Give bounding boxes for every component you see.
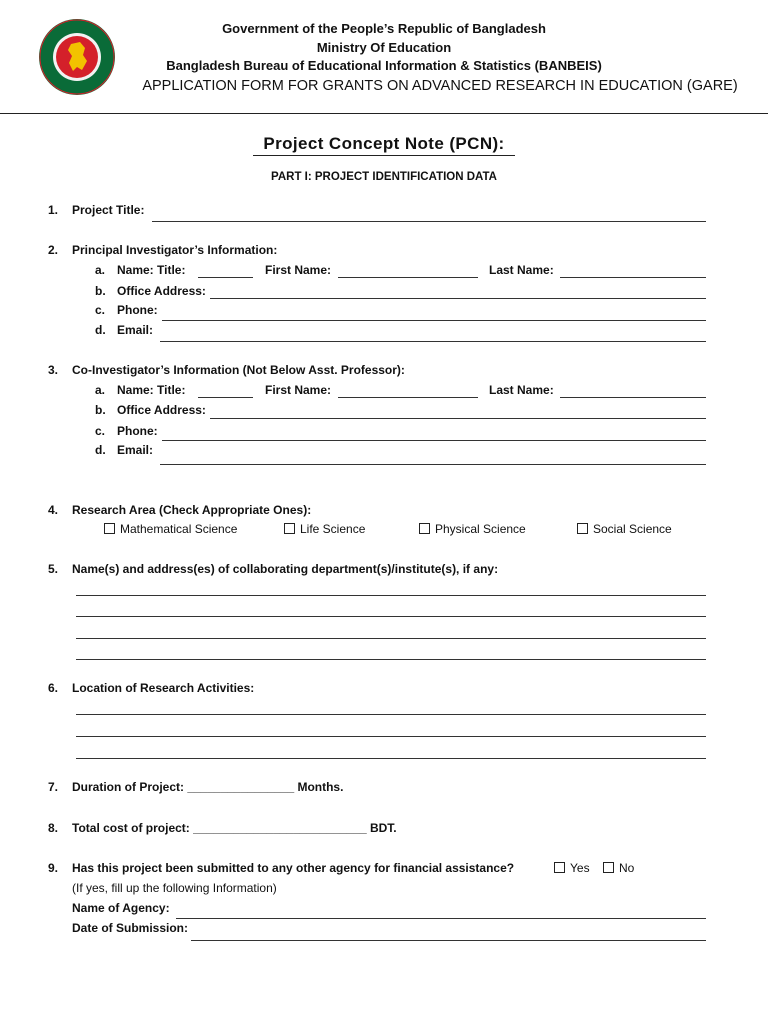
q5-line-1[interactable] xyxy=(76,595,706,596)
q6-line-2[interactable] xyxy=(76,736,706,737)
q3-phone-label: Phone: xyxy=(117,424,158,438)
q5-line-3[interactable] xyxy=(76,638,706,639)
q8-cost-field[interactable]: Total cost of project: __________________________ BDT. xyxy=(72,821,397,835)
q3-d-letter: d. xyxy=(95,443,106,457)
q2-name-title-label: Name: Title: xyxy=(117,263,186,277)
q9-agency-label: Name of Agency: xyxy=(72,901,170,915)
q2-b-letter: b. xyxy=(95,284,106,298)
q6-line-1[interactable] xyxy=(76,714,706,715)
q2-email-field[interactable] xyxy=(160,341,706,342)
header-form-title: APPLICATION FORM FOR GRANTS ON ADVANCED RESEARCH IN EDUCATION (GARE) xyxy=(142,78,738,94)
q3-b-letter: b. xyxy=(95,403,106,417)
document-title: Project Concept Note (PCN): xyxy=(263,134,505,153)
q2-phone-label: Phone: xyxy=(117,303,158,317)
q3-first-name-label: First Name: xyxy=(265,383,332,397)
q3-title-field[interactable] xyxy=(198,397,253,398)
q3-label: Co-Investigator’s Information (Not Below Asst. Professor): xyxy=(72,363,405,377)
q3-a-letter: a. xyxy=(95,383,106,397)
checkbox-life-science[interactable]: Life Science xyxy=(284,522,365,536)
q6-line-3[interactable] xyxy=(76,758,706,759)
q2-c-letter: c. xyxy=(95,303,106,317)
q3-name-title-label: Name: Title: xyxy=(117,383,186,397)
q2-number: 2. xyxy=(48,243,59,257)
q9-label: Has this project been submitted to any other agency for financial assistance? xyxy=(72,861,515,875)
checkbox-yes[interactable]: Yes xyxy=(554,861,590,875)
checkbox-icon xyxy=(577,523,588,534)
header-ministry: Ministry Of Education xyxy=(316,40,452,55)
part-heading: PART I: PROJECT IDENTIFICATION DATA xyxy=(271,171,497,183)
checkbox-no[interactable]: No xyxy=(603,861,634,875)
q5-label: Name(s) and address(es) of collaborating department(s)/institute(s), if any: xyxy=(72,562,499,576)
q9-date-field[interactable] xyxy=(191,940,706,941)
q4-number: 4. xyxy=(48,503,59,517)
q3-last-name-label: Last Name: xyxy=(489,383,554,397)
q4-label: Research Area (Check Appropriate Ones): xyxy=(72,503,312,517)
q7-duration-field[interactable]: Duration of Project: ________________ Months. xyxy=(72,780,344,794)
q5-number: 5. xyxy=(48,562,59,576)
q3-office-field[interactable] xyxy=(210,418,706,419)
checkbox-icon xyxy=(554,862,565,873)
checkbox-icon xyxy=(603,862,614,873)
q3-first-name-field[interactable] xyxy=(338,397,478,398)
q3-phone-field[interactable] xyxy=(162,440,706,441)
checkbox-icon xyxy=(419,523,430,534)
q2-last-name-field[interactable] xyxy=(560,277,706,278)
q3-office-label: Office Address: xyxy=(117,403,206,417)
q8-number: 8. xyxy=(48,821,59,835)
q6-label: Location of Research Activities: xyxy=(72,681,255,695)
q5-line-4[interactable] xyxy=(76,659,706,660)
q3-c-letter: c. xyxy=(95,424,106,438)
q5-line-2[interactable] xyxy=(76,616,706,617)
q2-office-label: Office Address: xyxy=(117,284,206,298)
q1-label: Project Title: xyxy=(72,203,145,217)
checkbox-social-science[interactable]: Social Science xyxy=(577,522,672,536)
q2-last-name-label: Last Name: xyxy=(489,263,554,277)
checkbox-physical-science[interactable]: Physical Science xyxy=(419,522,526,536)
q1-project-title-field[interactable] xyxy=(152,221,706,222)
title-underline xyxy=(253,155,515,156)
q6-number: 6. xyxy=(48,681,59,695)
q2-first-name-label: First Name: xyxy=(265,263,332,277)
checkbox-icon xyxy=(104,523,115,534)
q2-office-field[interactable] xyxy=(210,298,706,299)
q9-note: (If yes, fill up the following Information) xyxy=(72,881,277,895)
q2-email-label: Email: xyxy=(117,323,154,337)
q9-date-label: Date of Submission: xyxy=(72,921,189,935)
q3-email-field[interactable] xyxy=(160,464,706,465)
q3-number: 3. xyxy=(48,363,59,377)
q2-label: Principal Investigator’s Information: xyxy=(72,243,278,257)
header-divider xyxy=(0,113,768,114)
q2-d-letter: d. xyxy=(95,323,106,337)
q3-last-name-field[interactable] xyxy=(560,397,706,398)
q3-email-label: Email: xyxy=(117,443,154,457)
q2-a-letter: a. xyxy=(95,263,106,277)
checkbox-mathematical-science[interactable]: Mathematical Science xyxy=(104,522,237,536)
q2-first-name-field[interactable] xyxy=(338,277,478,278)
q2-phone-field[interactable] xyxy=(162,320,706,321)
header-bureau: Bangladesh Bureau of Educational Information & Statistics (BANBEIS) xyxy=(166,58,602,73)
q9-number: 9. xyxy=(48,861,59,875)
checkbox-icon xyxy=(284,523,295,534)
q7-number: 7. xyxy=(48,780,59,794)
header-government: Government of the People’s Republic of Bangladesh xyxy=(222,21,546,36)
q2-title-field[interactable] xyxy=(198,277,253,278)
q1-number: 1. xyxy=(48,203,59,217)
q9-agency-field[interactable] xyxy=(176,918,706,919)
